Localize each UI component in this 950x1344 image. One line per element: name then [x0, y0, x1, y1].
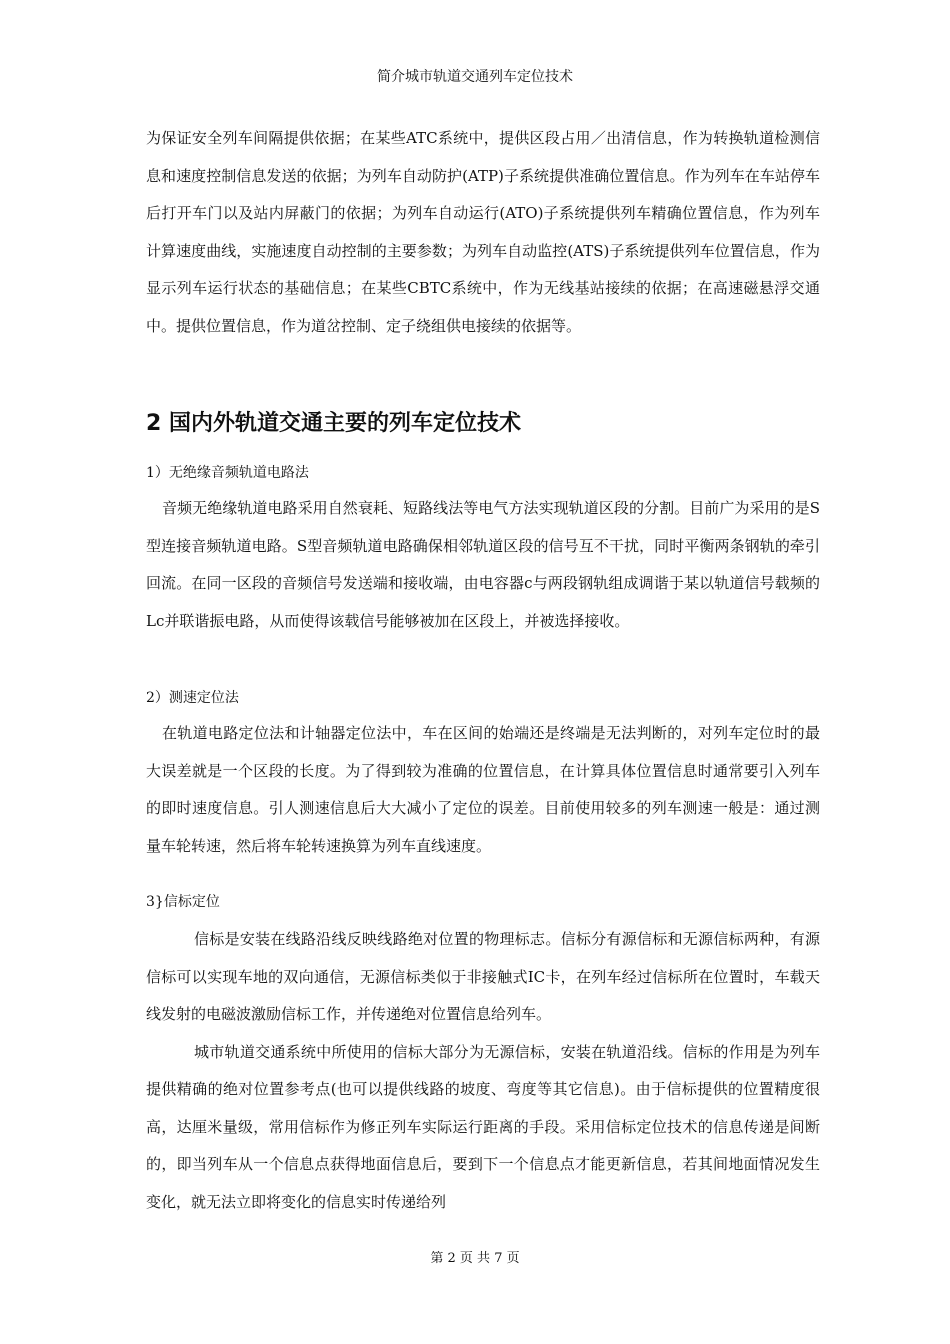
subsection-body-2-block [146, 715, 820, 865]
subsection-body-3b: 城市轨道交通系统中所使用的信标大部分为无源信标，安装在轨道沿线。信标的作用是为列车提供精确的绝对位置参考点(也可以提供线路的坡度、弯度等其它信息)。由于信标提供的位置精度很高，达厘米量级，常用信标作为修正列车实际运行距离的手段。采用信标定位技术的信息传递是间断的，即当列车从一个信息点获得地面信息后，要到下一个信息点才能更新信息，若其间地面情况发生变化，就无法立即将变化的信息实时传递给列 [146, 1042, 820, 1211]
subsection-title-3: 3}信标定位 [146, 894, 220, 910]
running-header: 简介城市轨道交通列车定位技术 [377, 69, 573, 85]
intro-paragraph: 为保证安全列车间隔提供依据；在某些ATC系统中，提供区段占用／出清信息，作为转换轨道检测信息和速度控制信息发送的依据；为列车自动防护(ATP)子系统提供准确位置信息。作为列车在车站停车后打开车门以及站内屏蔽门的依据；为列车自动运行(ATO)子系统提供列车精确位置信息，作为列车计算速度曲线，实施速度自动控制的主要参数；为列车自动监控(ATS)子系统提供列车位置信息，作为显示列车运行状态的基础信息；在某些CBTC系统中，作为无线基站接续的依据；在高速磁悬浮交通中。提供位置信息，作为道岔控制、定子绕组供电接续的依据等。 [146, 129, 820, 335]
subsection-body-3-block [146, 921, 820, 1221]
subsection-body-1: 音频无绝缘轨道电路采用自然衰耗、短路线法等电气方法实现轨道区段的分割。目前广为采用的是S型连接音频轨道电路。S型音频轨道电路确保相邻轨道区段的信号互不干扰，同时平衡两条钢轨的牵引回流。在同一区段的音频信号发送端和接收端，由电容器c与两段钢轨组成调谐于某以轨道信号载频的Lc并联谐振电路，从而使得该载信号能够被加在区段上，并被选择接收。 [146, 499, 820, 630]
subsection-body-3a: 信标是安装在线路沿线反映线路绝对位置的物理标志。信标分有源信标和无源信标两种，有源信标可以实现车地的双向通信，无源信标类似于非接触式IC卡，在列车经过信标所在位置时，车载天线发射的电磁波激励信标工作，并传递绝对位置信息给列车。 [146, 930, 820, 1023]
subsection-title-2: 2）测速定位法 [146, 690, 239, 706]
section-heading-2: 2 国内外轨道交通主要的列车定位技术 [146, 411, 521, 436]
subsection-title-1: 1）无绝缘音频轨道电路法 [146, 465, 309, 481]
intro-paragraph-block [146, 120, 820, 345]
subsection-body-2: 在轨道电路定位法和计轴器定位法中，车在区间的始端还是终端是无法判断的，对列车定位时的最大误差就是一个区段的长度。为了得到较为准确的位置信息，在计算具体位置信息时通常要引入列车的即时速度信息。引人测速信息后大大减小了定位的误差。目前使用较多的列车测速一般是：通过测量车轮转速，然后将车轮转速换算为列车直线速度。 [146, 724, 820, 855]
subsection-body-1-block [146, 490, 820, 640]
page-footer: 第 2 页 共 7 页 [430, 1251, 520, 1266]
